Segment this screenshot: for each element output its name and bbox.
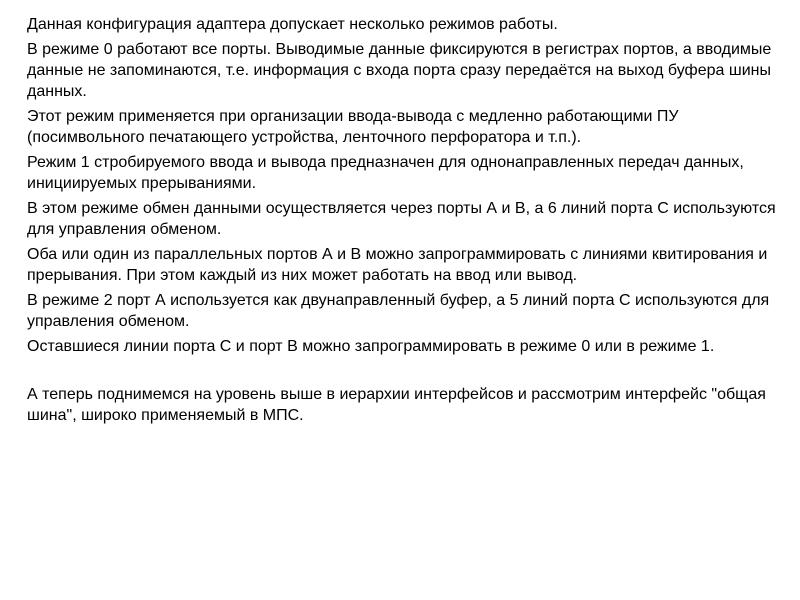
paragraph-handshake: Оба или один из параллельных портов А и В можно запрограммировать с линиями квитирования и прерывания. При этом каждый из них может работать на ввод или вывод. <box>27 246 768 284</box>
paragraph-mode-0: В режиме 0 работают все порты. Выводимые данные фиксируются в регистрах портов, а вводимые данные не запоминаются, т.е. информация с входа порта сразу передаётся на выход буфера шины данных. <box>27 41 772 100</box>
paragraph-mode-0-usage: Этот режим применяется при организации ввода-вывода с медленно работающими ПУ (посимвольного печатающего устройства, ленточного перфоратора и т.п.). <box>27 108 679 146</box>
paragraph-mode-2: В режиме 2 порт А используется как двунаправленный буфер, а 5 линий порта С используются для управления обменом. <box>27 292 770 330</box>
paragraph-common-bus: А теперь поднимемся на уровень выше в иерархии интерфейсов и рассмотрим интерфейс "общая шина", широко применяемый в МПС. <box>27 386 766 424</box>
paragraph-modes-intro: Данная конфигурация адаптера допускает несколько режимов работы. <box>27 16 558 33</box>
paragraph-mode-1-ports: В этом режиме обмен данными осуществляется через порты А и В, а 6 линий порта С используются для управления обменом. <box>27 200 776 238</box>
paragraph-mode-1: Режим 1 стробируемого ввода и вывода предназначен для однонаправленных передач данных, инициируемых прерываниями. <box>27 154 744 192</box>
paragraph-remaining-lines: Оставшиеся линии порта С и порт В можно запрограммировать в режиме 0 или в режиме 1. <box>27 338 715 355</box>
